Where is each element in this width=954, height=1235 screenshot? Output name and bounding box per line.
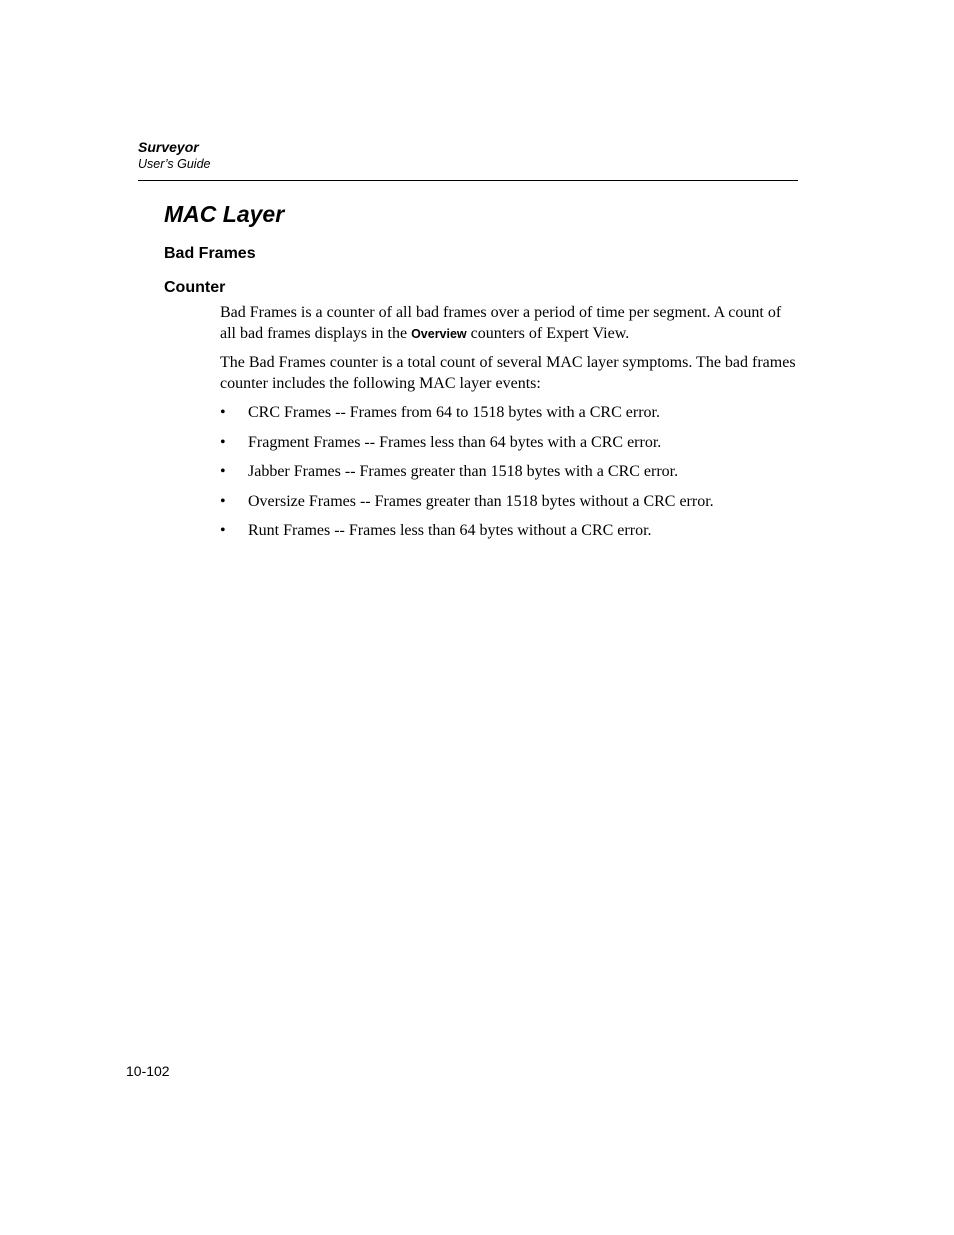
section-title: MAC Layer	[164, 201, 285, 227]
product-name: Surveyor	[138, 139, 199, 155]
body-text	[220, 303, 800, 551]
list-item-text: Oversize Frames -- Frames greater than 1518 bytes without a CRC error.	[248, 492, 714, 510]
paragraph-1-text: Bad Frames is a counter of all bad frames over a period of time per segment. A count of all bad frames displays in the	[220, 304, 782, 342]
list-item	[220, 403, 800, 424]
overview-term: Overview	[411, 326, 467, 341]
bullet-icon: •	[220, 404, 226, 421]
guide-name: User’s Guide	[138, 157, 211, 171]
running-header	[138, 139, 211, 173]
paragraph-1	[220, 303, 800, 344]
bullet-icon: •	[220, 522, 226, 539]
bullet-icon: •	[220, 463, 226, 480]
list-item	[220, 433, 800, 454]
sub-subsection-title: Counter	[164, 279, 226, 296]
list-item-text: Runt Frames -- Frames less than 64 bytes without a CRC error.	[248, 522, 652, 539]
list-item-text: Fragment Frames -- Frames less than 64 bytes with a CRC error.	[248, 433, 662, 451]
page-number: 10-102	[126, 1063, 170, 1079]
header-rule	[138, 180, 798, 181]
list-item-text: CRC Frames -- Frames from 64 to 1518 bytes with a CRC error.	[248, 404, 660, 421]
paragraph-1-text-end: counters of Expert View.	[466, 324, 630, 342]
bullet-icon: •	[220, 433, 226, 451]
list-item	[220, 462, 800, 483]
list-item	[220, 492, 800, 513]
bullet-icon: •	[220, 492, 226, 510]
subsection-title: Bad Frames	[164, 245, 256, 262]
list-item	[220, 521, 800, 542]
list-item-text: Jabber Frames -- Frames greater than 1518 bytes with a CRC error.	[248, 463, 679, 480]
paragraph-2: The Bad Frames counter is a total count of several MAC layer symptoms. The bad frames counter includes the following MAC layer events:	[220, 354, 796, 392]
mac-events-list	[220, 403, 800, 542]
